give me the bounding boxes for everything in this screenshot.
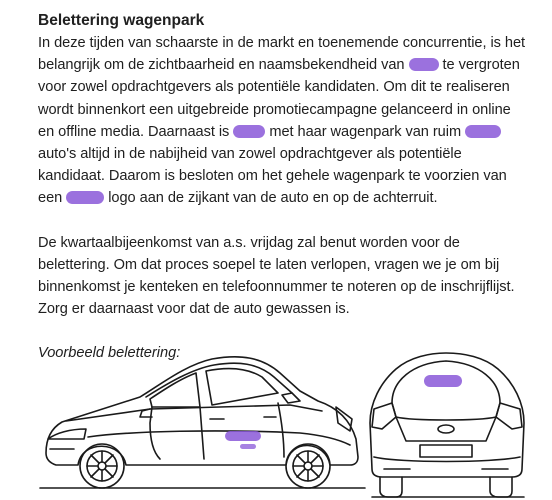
paragraph-line: belangrijk om de zichtbaarheid en naamsbekendheid van te vergroten [38,57,520,74]
paragraph-line: In deze tijden van schaarste in de markt en toenemende concurrentie, is het [38,35,526,51]
car-illustration [0,345,552,500]
example-label: Voorbeeld belettering: [38,345,181,362]
paragraph-line: belettering. Om dat proces soepel te laten verlopen, vragen we je om bij [38,256,500,273]
redacted-company-name [66,191,104,204]
paragraph-2 [38,232,543,321]
paragraph-1 [38,32,543,210]
paragraph-line: De kwartaalbijeenkomst van a.s. vrijdag zal benut worden voor de [38,234,460,251]
paragraph-line: Zorg er daarnaast voor dat de auto gewassen is. [38,301,350,318]
redacted-company-name [409,58,439,71]
paragraph-line: kandidaat. Daarom is besloten om het gehele wagenpark te voorzien van [38,168,507,185]
car-rear-view [370,353,524,497]
redacted-logo-rear [424,375,462,387]
paragraph-line: voor zowel opdrachtgevers als potentiële kandidaten. Om dit te realiseren [38,79,510,96]
document-title: Belettering wagenpark [38,12,205,29]
paragraph-line: en offline media. Daarnaast is met haar wagenpark van ruim [38,121,543,143]
redacted-company-name [233,125,265,138]
redacted-count [465,125,501,138]
paragraph-line: auto's altijd in de nabijheid van zowel opdrachtgever als potentiële [38,146,462,163]
document [38,10,543,364]
paragraph-line: binnenkomst je kenteken en telefoonnummer te noteren op de inschrijflijst. [38,279,515,296]
car-side-view [40,357,365,488]
paragraph-line: wordt binnenkort een uitgebreide promotiecampagne gelanceerd in online [38,101,511,118]
paragraph-line: een logo aan de zijkant van de auto en op de achterruit. [38,190,438,207]
redacted-logo-side [225,431,261,449]
